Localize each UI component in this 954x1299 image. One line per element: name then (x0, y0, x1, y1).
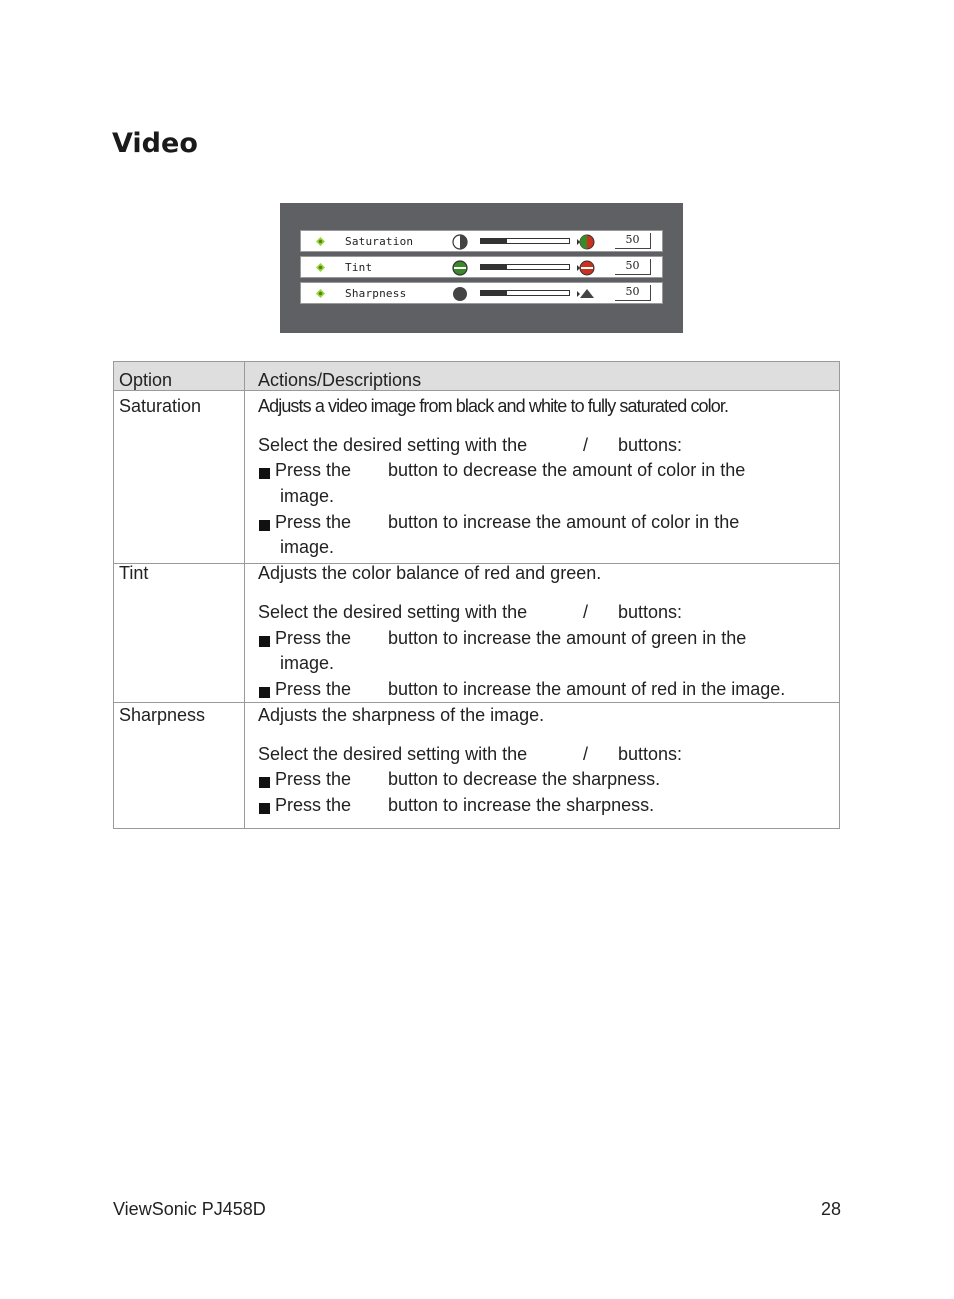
description: Adjusts a video image from black and white to fully saturated color. (258, 396, 729, 416)
select-text: Select the desired setting with the (258, 435, 528, 455)
osd-slider-fill (481, 239, 507, 243)
bullet-press: Press the (275, 769, 352, 789)
description: Adjusts the color balance of red and green. (258, 563, 602, 583)
bullet-square-icon (259, 803, 270, 814)
green-bullet-icon (316, 289, 325, 298)
osd-slider (480, 264, 570, 270)
bullet-action: button to decrease the amount of color in the (388, 460, 746, 480)
sharp-triangle-icon (577, 286, 595, 302)
bullet-square-icon (259, 687, 270, 698)
option-saturation: Saturation (119, 396, 202, 416)
bullet-square-icon (259, 777, 270, 788)
osd-label: Saturation (345, 235, 414, 248)
footer-model: ViewSonic PJ458D (113, 1199, 266, 1219)
osd-row-tint (300, 256, 663, 278)
select-slash: / (583, 744, 589, 764)
osd-slider-fill (481, 291, 507, 295)
bullet-cont: image. (280, 653, 335, 673)
bullet-cont: image. (280, 486, 335, 506)
color-saturation-icon (577, 234, 595, 250)
osd-value: 50 (615, 233, 651, 249)
bullet-press: Press the (275, 679, 352, 699)
page-number: 28 (820, 1199, 841, 1219)
bullet-press: Press the (275, 512, 352, 532)
select-slash: / (583, 602, 589, 622)
green-bullet-icon (316, 237, 325, 246)
osd-label: Tint (345, 261, 373, 274)
bullet-press: Press the (275, 460, 352, 480)
soft-circle-icon (452, 286, 468, 302)
osd-label: Sharpness (345, 287, 407, 300)
option-sharpness: Sharpness (119, 705, 206, 725)
select-text: Select the desired setting with the (258, 602, 528, 622)
green-tint-icon (452, 260, 468, 276)
description: Adjusts the sharpness of the image. (258, 705, 545, 725)
bullet-action: button to increase the sharpness. (388, 795, 655, 815)
osd-value: 50 (615, 259, 651, 275)
select-buttons: buttons: (618, 435, 683, 455)
table-header (114, 362, 839, 391)
bullet-cont: image. (280, 537, 335, 557)
header-actions: Actions/Descriptions (258, 370, 422, 390)
video-osd-screenshot (280, 203, 683, 333)
bullet-square-icon (259, 520, 270, 531)
osd-row-saturation (300, 230, 663, 252)
select-buttons: buttons: (618, 602, 683, 622)
bullet-action: button to increase the amount of color in the (388, 512, 740, 532)
bullet-action: button to increase the amount of red in the image. (388, 679, 786, 699)
green-bullet-icon (316, 263, 325, 272)
column-divider (244, 362, 245, 828)
osd-slider (480, 238, 570, 244)
bullet-press: Press the (275, 628, 352, 648)
page-title: Video (112, 128, 198, 159)
bullet-action: button to decrease the sharpness. (388, 769, 661, 789)
red-tint-icon (577, 260, 595, 276)
row-divider (114, 702, 839, 703)
select-slash: / (583, 435, 589, 455)
half-circle-contrast-icon (452, 234, 468, 250)
bullet-action: button to increase the amount of green in the (388, 628, 747, 648)
bullet-square-icon (259, 636, 270, 647)
osd-row-sharpness (300, 282, 663, 304)
option-tint: Tint (119, 563, 149, 583)
bullet-square-icon (259, 468, 270, 479)
bullet-press: Press the (275, 795, 352, 815)
osd-slider-fill (481, 265, 507, 269)
osd-value: 50 (615, 285, 651, 301)
options-table (113, 361, 840, 829)
select-text: Select the desired setting with the (258, 744, 528, 764)
header-option: Option (119, 370, 173, 390)
select-buttons: buttons: (618, 744, 683, 764)
osd-slider (480, 290, 570, 296)
